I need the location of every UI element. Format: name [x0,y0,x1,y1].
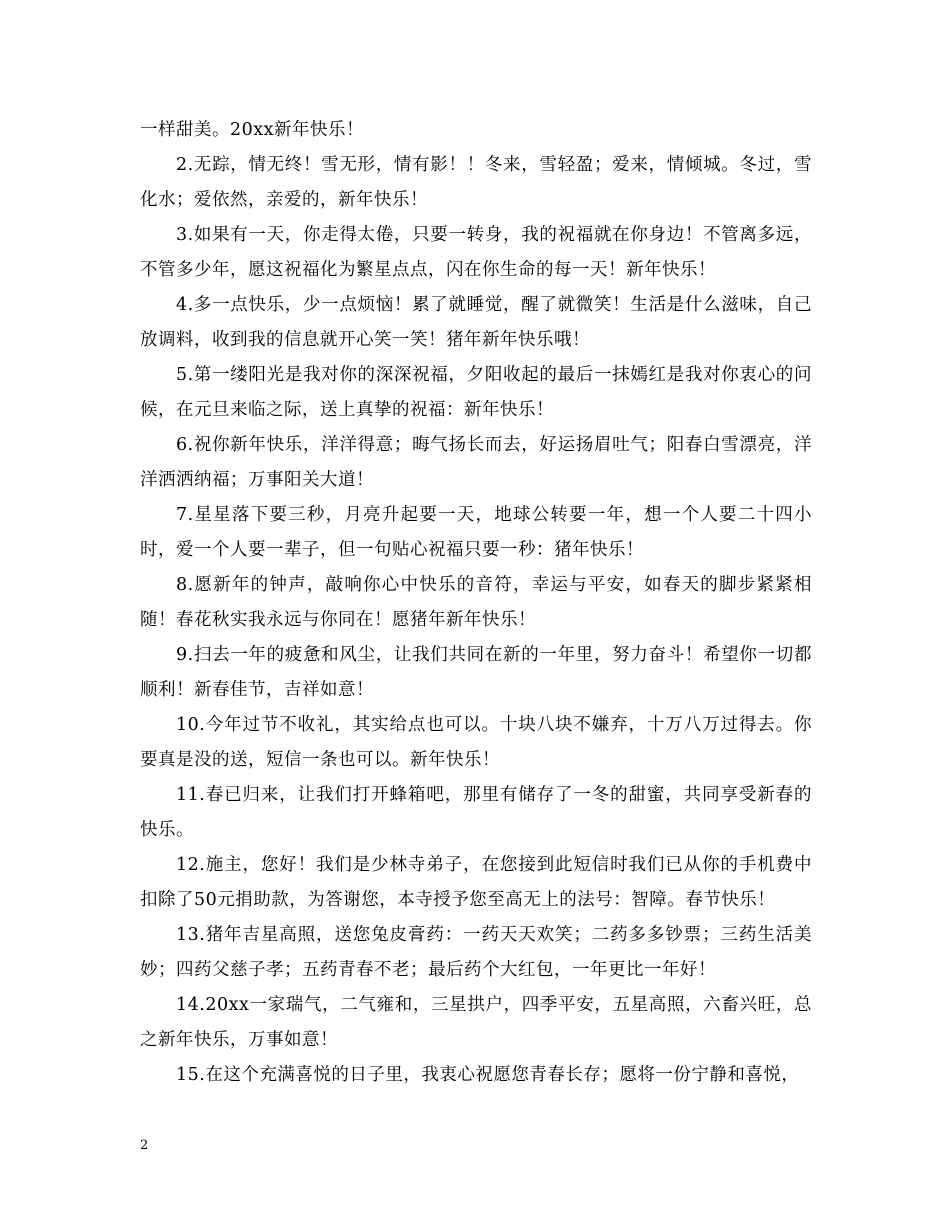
paragraph-6: 6.祝你新年快乐，洋洋得意；晦气扬长而去，好运扬眉吐气；阳春白雪漂亮，洋洋洒洒纳福；万事阳关大道！ [140,435,812,490]
paragraph-8: 8.愿新年的钟声，敲响你心中快乐的音符，幸运与平安，如春天的脚步紧紧相随！春花秋实我永远与你同在！愿猪年新年快乐！ [140,575,812,630]
paragraph-1: 一样甜美。20xx新年快乐！ [140,120,365,140]
paragraph-9: 9.扫去一年的疲惫和风尘，让我们共同在新的一年里，努力奋斗！希望你一切都顺利！新春佳节，吉祥如意！ [140,645,812,700]
paragraph-13: 13.猪年吉星高照，送您兔皮膏药：一药天天欢笑；二药多多钞票；三药生活美妙；四药父慈子孝；五药青春不老；最后药个大红包，一年更比一年好！ [140,925,812,980]
paragraph-14: 14.20xx一家瑞气，二气雍和，三星拱户，四季平安，五星高照，六畜兴旺，总之新年快乐，万事如意！ [140,995,812,1050]
paragraph-5: 5.第一缕阳光是我对你的深深祝福，夕阳收起的最后一抹嫣红是我对你衷心的问候，在元旦来临之际，送上真挚的祝福：新年快乐！ [140,365,812,420]
paragraph-15: 15.在这个充满喜悦的日子里，我衷心祝愿您青春长存；愿将一份宁静和喜悦， [176,1065,800,1085]
page-number: 2 [140,1138,149,1153]
paragraph-12: 12.施主，您好！我们是少林寺弟子，在您接到此短信时我们已从你的手机费中扣除了50元捐助款，为答谢您，本寺授予您至高无上的法号：智障。春节快乐！ [140,855,812,910]
paragraph-2: 2.无踪，情无终！雪无形，情有影！！冬来，雪轻盈；爱来，情倾城。冬过，雪化水；爱依然，亲爱的，新年快乐！ [140,155,812,210]
paragraph-3: 3.如果有一天，你走得太倦，只要一转身，我的祝福就在你身边！不管离多远，不管多少年，愿这祝福化为繁星点点，闪在你生命的每一天！新年快乐！ [140,225,812,280]
paragraph-7: 7.星星落下要三秒，月亮升起要一天，地球公转要一年，想一个人要二十四小时，爱一个人要一辈子，但一句贴心祝福只要一秒：猪年快乐！ [140,505,812,560]
paragraph-4: 4.多一点快乐，少一点烦恼！累了就睡觉，醒了就微笑！生活是什么滋味，自己放调料，收到我的信息就开心笑一笑！猪年新年快乐哦！ [140,295,812,350]
paragraph-11: 11.春已归来，让我们打开蜂箱吧，那里有储存了一冬的甜蜜，共同享受新春的快乐。 [140,785,812,840]
paragraph-10: 10.今年过节不收礼，其实给点也可以。十块八块不嫌弃，十万八万过得去。你要真是没的送，短信一条也可以。新年快乐！ [140,715,812,770]
document-body [140,113,812,1093]
